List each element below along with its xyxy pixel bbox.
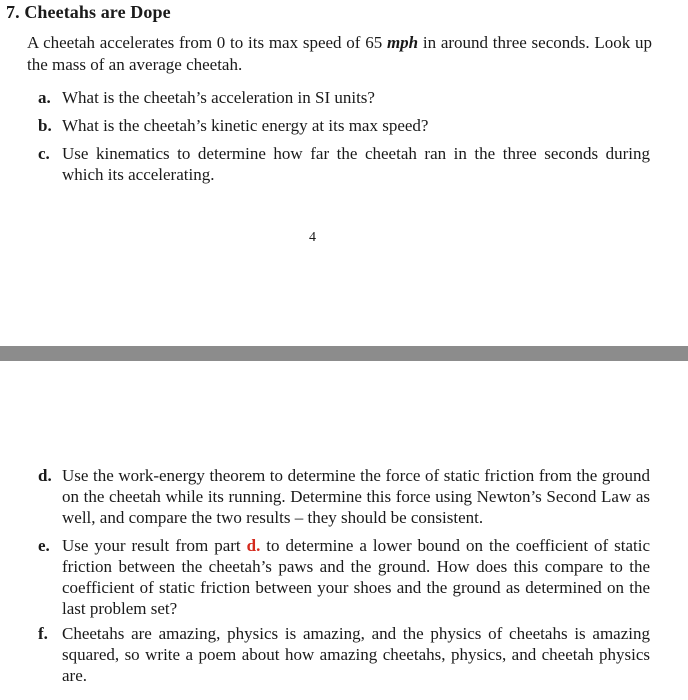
part-b-text: What is the cheetah’s kinetic energy at its max speed? [62, 116, 429, 135]
part-e-text-end: to determine a lower bound on the coefficient of static friction between the cheetah’s paws and the ground. How does this compare to the coefficient of static friction between your shoes and the ground as determined on the last problem set? [62, 536, 650, 618]
part-e-text [62, 535, 650, 619]
intro-text-end: in around three seconds. Look up the mass of an average cheetah. [27, 33, 652, 74]
problem-number: 7. [6, 2, 20, 22]
part-e-marker: e. [38, 536, 50, 555]
intro-text-start: A cheetah accelerates from 0 to its max speed of 65 [27, 33, 387, 52]
page-bottom [0, 361, 688, 700]
page-break-divider [0, 346, 688, 361]
part-f-text: Cheetahs are amazing, physics is amazing, and the physics of cheetahs is amazing squared, so write a poem about how amazing cheetahs, physics, and cheetah physics are. [62, 624, 650, 685]
part-c [38, 143, 650, 185]
page-top [0, 0, 688, 346]
part-d-text: Use the work-energy theorem to determine the force of static friction from the ground on the cheetah while its running. Determine this force using Newton’s Second Law as well, and compare the two results – they should be consistent. [62, 466, 650, 527]
part-a-text: What is the cheetah’s acceleration in SI units? [62, 88, 375, 107]
part-b-marker: b. [38, 116, 52, 135]
part-f-marker: f. [38, 624, 48, 643]
problem-title: Cheetahs are Dope [24, 2, 171, 22]
part-d [38, 465, 650, 528]
part-e-text-start: Use your result from part [62, 536, 247, 555]
part-c-marker: c. [38, 144, 50, 163]
page-number: 4 [309, 230, 316, 245]
part-a-marker: a. [38, 88, 51, 107]
part-d-reference: d. [246, 536, 261, 555]
part-b [38, 115, 650, 136]
part-f [38, 623, 650, 686]
problem-heading [6, 2, 171, 23]
part-c-text: Use kinematics to determine how far the cheetah ran in the three seconds during which its accelerating. [62, 144, 650, 184]
problem-intro [27, 32, 652, 76]
part-d-marker: d. [38, 466, 52, 485]
part-e [38, 535, 650, 619]
intro-unit: mph [386, 33, 419, 52]
part-a [38, 87, 650, 108]
